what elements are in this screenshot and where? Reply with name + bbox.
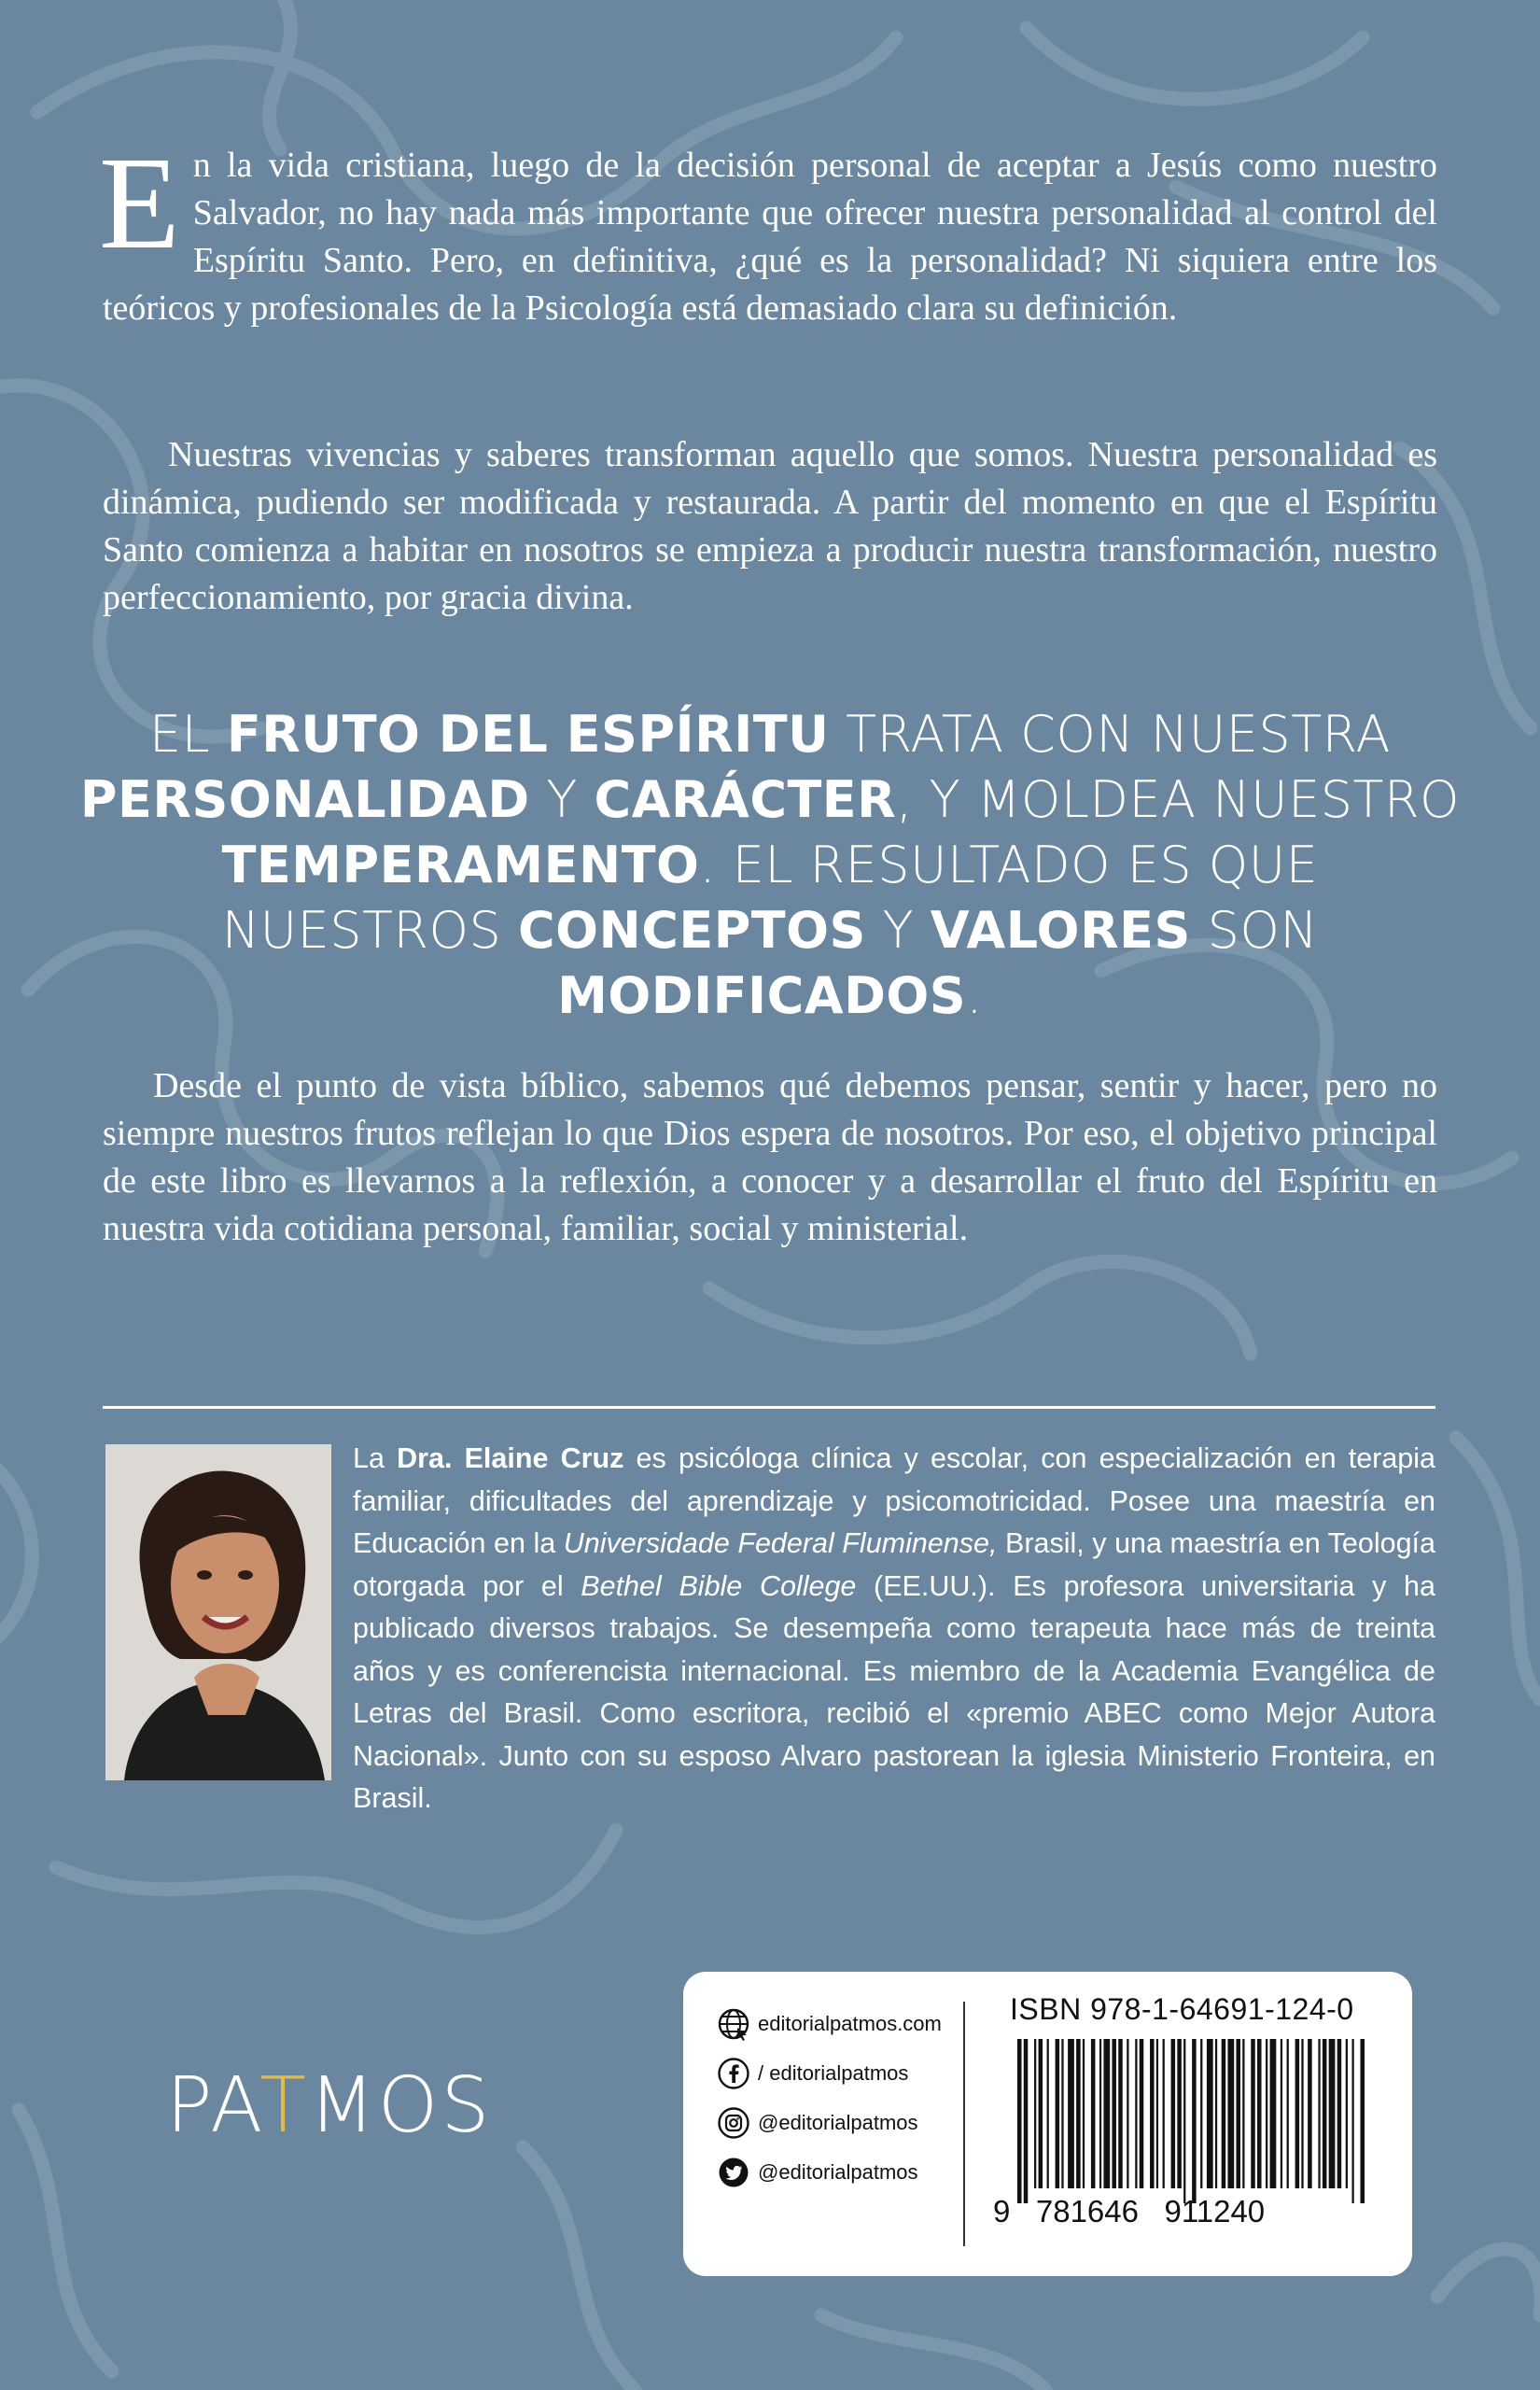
barcode: [1017, 2039, 1365, 2203]
highlight-text: Y: [529, 770, 595, 829]
contact-list: [717, 2007, 942, 2205]
author-bio: [353, 1438, 1435, 1821]
highlight-text: Y: [865, 901, 931, 960]
section-divider: [103, 1406, 1435, 1409]
author-bio-text: Brasil, y una maestría en Teología otorgada por el: [353, 1527, 1435, 1602]
highlight-text: TRATA CON NUESTRA: [829, 705, 1391, 764]
contact-text: @editorialpatmos: [758, 2111, 918, 2134]
highlight-bold: PERSONALIDAD: [79, 770, 530, 829]
highlight-bold: CARÁCTER: [594, 770, 897, 829]
contact-text: / editorialpatmos: [758, 2061, 909, 2085]
publisher-logo: [166, 2061, 492, 2150]
author-bio-text: La: [353, 1442, 398, 1474]
highlight-text: .: [966, 966, 983, 1025]
author-bio-text: (EE.UU.). Es profesora universitaria y ha publicado diversos trabajos. Se desempeña como terapeuta hace más de treinta años y es conferencista internacional. Es miembro de la Academia Evangélica de Letras del Brasil. Como escritora, recibió el «premio ABEC como Mejor Autora Nacional». Junto con su esposo Alvaro pastorean la iglesia Ministerio Fronteira, en Brasil.: [353, 1569, 1435, 1814]
author-photo: [105, 1444, 331, 1780]
institution-name: Bethel Bible College: [581, 1569, 857, 1602]
contact-website[interactable]: [717, 2007, 942, 2041]
highlight-statement: [75, 702, 1465, 1029]
globe-icon: [717, 2007, 750, 2041]
highlight-text: SON: [1190, 901, 1319, 960]
publisher-info-box: [683, 1972, 1412, 2276]
logo-text: MOS: [309, 2061, 493, 2150]
highlight-bold: MODIFICADOS: [557, 966, 967, 1025]
intro-paragraph-2: Nuestras vivencias y saberes transforman aquello que somos. Nuestra personalidad es dinámica, pudiendo ser modificada y restaurada. A partir del momento en que el Espíritu Santo comienza a habitar en nosotros se empieza a producir nuestra transformación, nuestro perfeccionamiento, por gracia divina.: [103, 435, 1437, 617]
contact-text: @editorialpatmos: [758, 2160, 918, 2184]
highlight-text: . EL RESULTADO ES QUE NUESTROS: [221, 836, 1319, 960]
highlight-text: EL: [149, 705, 227, 764]
highlight-bold: CONCEPTOS: [517, 901, 866, 960]
author-bio-text: es psicóloga clínica y escolar, con especialización en terapia familiar, dificultades del aprendizaje y psicomotricidad. Posee una maestría en Educación en la: [353, 1442, 1435, 1559]
contact-facebook[interactable]: [717, 2057, 942, 2090]
intro-paragraph-1-text: n la vida cristiana, luego de la decisión personal de aceptar a Jesús como nuestro Salvador, no hay nada más importante que ofrecer nuestra personalidad al control del Espíritu Santo. Pero, en definitiva, ¿qué es la personalidad? Ni siquiera entre los teóricos y profesionales de la Psicología está demasiado clara su definición.: [103, 146, 1437, 328]
author-name: Dra. Elaine Cruz: [397, 1442, 624, 1474]
highlight-bold: FRUTO DEL ESPÍRITU: [226, 705, 830, 764]
highlight-text: , Y MOLDEA NUESTRO: [896, 770, 1461, 829]
logo-text: PA: [166, 2061, 259, 2150]
logo-accent-letter: T: [259, 2061, 310, 2150]
facebook-icon: [717, 2057, 750, 2090]
purpose-paragraph: Desde el punto de vista bíblico, sabemos qué debemos pensar, sentir y hacer, pero no siempre nuestros frutos reflejan lo que Dios espera de nosotros. Por eso, el objetivo principal de este libro es llevarnos a la reflexión, a conocer y a desarrollar el fruto del Espíritu en nuestra vida cotidiana personal, familiar, social y ministerial.: [103, 1066, 1437, 1248]
highlight-bold: VALORES: [930, 901, 1191, 960]
contact-twitter[interactable]: [717, 2156, 942, 2189]
highlight-bold: TEMPERAMENTO: [221, 836, 700, 894]
contact-text: editorialpatmos.com: [758, 2012, 942, 2035]
twitter-icon: [717, 2156, 750, 2189]
drop-cap: E: [99, 129, 180, 276]
institution-name: Universidade Federal Fluminense,: [563, 1527, 998, 1559]
barcode-digits: 9 781646 911240: [993, 2194, 1266, 2228]
isbn-label: ISBN 978-1-64691-124-0: [1010, 1992, 1354, 2026]
intro-paragraph-1: [99, 129, 1437, 332]
contact-instagram[interactable]: [717, 2106, 942, 2140]
instagram-icon: [717, 2106, 750, 2140]
box-divider: [963, 2002, 965, 2246]
